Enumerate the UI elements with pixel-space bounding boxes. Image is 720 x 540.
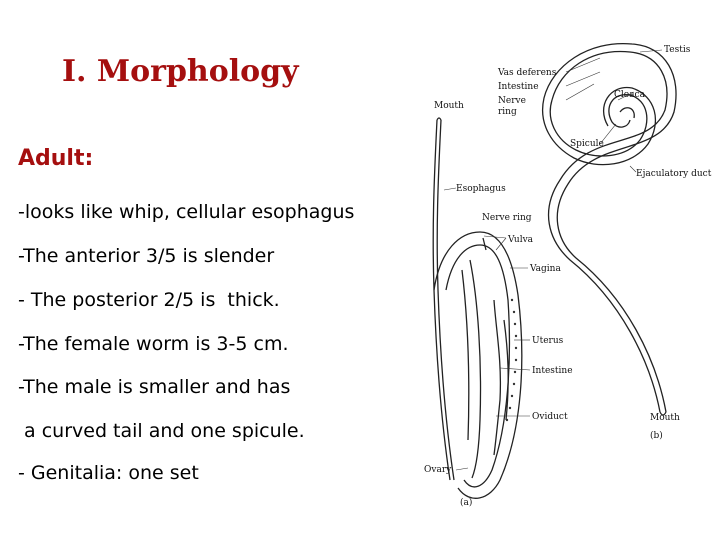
label-spicule: Spicule bbox=[570, 139, 604, 149]
label-oviduct: Oviduct bbox=[532, 412, 568, 422]
label-ovary: Ovary bbox=[424, 465, 452, 475]
bullet-point: a curved tail and one spicule. bbox=[18, 420, 305, 442]
label-testis: Testis bbox=[664, 45, 691, 55]
label-uterus: Uterus bbox=[532, 336, 564, 346]
label-nerve-ring-b: Nerve bbox=[498, 96, 526, 106]
label-intestine-b: Intestine bbox=[498, 82, 539, 92]
worm-diagram bbox=[400, 30, 720, 520]
label-cloaca: Cloaca bbox=[614, 90, 645, 100]
label-ejaculatory-duct: Ejaculatory duct bbox=[636, 169, 712, 179]
bullet-point: -The male is smaller and has bbox=[18, 376, 291, 398]
male-label-leaders bbox=[566, 50, 662, 172]
label-vas-deferens: Vas deferens bbox=[498, 68, 557, 78]
label-nerve-ring-b-line2: ring bbox=[498, 107, 517, 117]
bullet-point: -The female worm is 3-5 cm. bbox=[18, 333, 289, 355]
label-vulva: Vulva bbox=[508, 235, 534, 245]
label-mouth-a: Mouth bbox=[434, 101, 464, 111]
slide-subtitle: Adult: bbox=[18, 146, 94, 171]
bullet-point: - Genitalia: one set bbox=[18, 462, 199, 484]
label-intestine-a: Intestine bbox=[532, 366, 573, 376]
female-worm-illustration bbox=[433, 118, 522, 498]
label-part-b: (b) bbox=[650, 431, 663, 441]
label-mouth-b: Mouth bbox=[650, 413, 680, 423]
label-vagina: Vagina bbox=[530, 264, 561, 274]
female-label-leaders bbox=[444, 188, 530, 470]
slide-title: I. Morphology bbox=[62, 54, 299, 89]
label-esophagus: Esophagus bbox=[456, 184, 506, 194]
label-part-a: (a) bbox=[460, 498, 473, 508]
bullet-point: -The anterior 3/5 is slender bbox=[18, 245, 275, 267]
label-nerve-ring-a: Nerve ring bbox=[482, 213, 532, 223]
bullet-point: -looks like whip, cellular esophagus bbox=[18, 201, 355, 223]
male-worm-illustration bbox=[543, 44, 676, 415]
bullet-point: - The posterior 2/5 is thick. bbox=[18, 289, 280, 311]
